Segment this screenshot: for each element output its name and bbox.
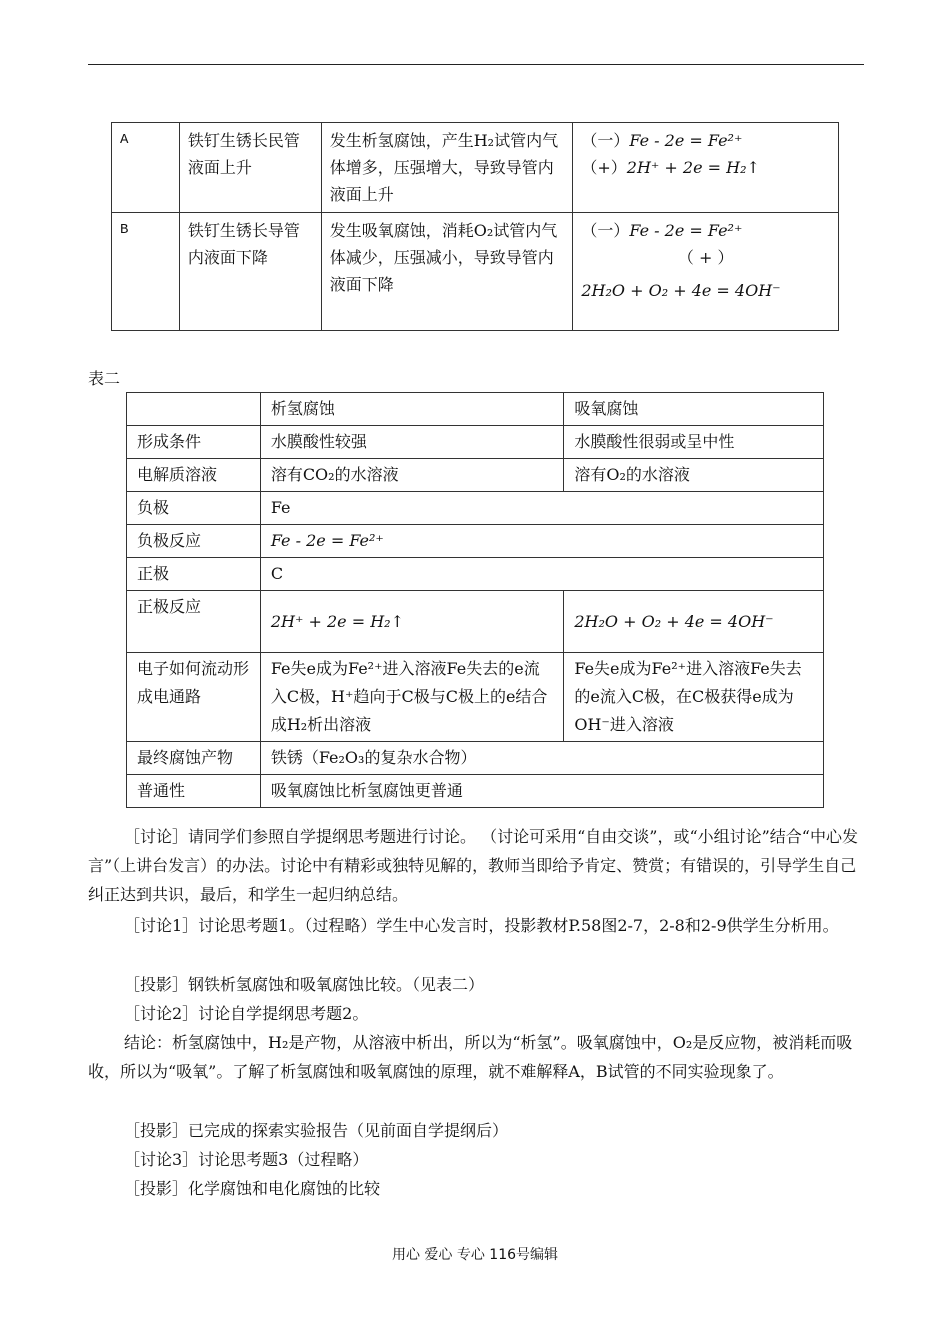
cell: Fe失e成为Fe²⁺进入溶液Fe失去的e流入C极，H⁺趋向于C极与C极上的e结合成H₂析出溶液 — [260, 653, 564, 742]
table-row — [127, 742, 824, 775]
row-id: B — [112, 213, 180, 331]
header-rule — [88, 64, 864, 65]
header-cell: 析氢腐蚀 — [260, 393, 564, 426]
electrode-label: （一） — [581, 131, 630, 150]
table-row — [127, 653, 824, 742]
page-footer: 用心 爱心 专心 116号编辑 — [391, 1247, 559, 1263]
row-label: 形成条件 — [127, 426, 261, 459]
row-id: A — [112, 123, 180, 213]
table-row — [127, 591, 824, 653]
equation-cell: 2H₂O + O₂ + 4e = 4OH⁻ — [564, 591, 824, 653]
row-label: 负极反应 — [127, 525, 261, 558]
row-label: 普通性 — [127, 775, 261, 808]
equation-cell: Fe - 2e = Fe²⁺ — [260, 525, 823, 558]
header-cell: 吸氧腐蚀 — [564, 393, 824, 426]
equation: 2H⁺ + 2e = H₂↑ — [626, 158, 760, 177]
table-row — [127, 426, 824, 459]
discussion-paragraph: ［讨论2］讨论自学提纲思考题2。 — [124, 1004, 369, 1023]
table-row — [127, 525, 824, 558]
equation: 2H₂O + O₂ + 4e = 4OH⁻ — [581, 281, 781, 300]
equation: Fe - 2e = Fe²⁺ — [629, 131, 743, 150]
projection-paragraph: ［投影］化学腐蚀和电化腐蚀的比较 — [124, 1179, 381, 1198]
row-label: 正极 — [127, 558, 261, 591]
table-row — [112, 123, 839, 213]
explanation-cell: 发生析氢腐蚀，产生H₂试管内气体增多，压强增大，导致导管内液面上升 — [321, 123, 573, 213]
discussion-paragraph: ［讨论3］讨论思考题3（过程略） — [124, 1150, 369, 1169]
cell: 水膜酸性较强 — [260, 426, 564, 459]
cell: C — [260, 558, 823, 591]
explanation-cell: 发生吸氧腐蚀，消耗O₂试管内气体减少，压强减小，导致导管内液面下降 — [321, 213, 573, 331]
table-row — [127, 492, 824, 525]
table-row — [127, 558, 824, 591]
cell: 溶有CO₂的水溶液 — [260, 459, 564, 492]
row-label: 电子如何流动形成电通路 — [127, 653, 261, 742]
conclusion-paragraph: 结论：析氢腐蚀中，H₂是产物，从溶液中析出，所以为“析氢”。吸氧腐蚀中，O₂是反应物，被消耗而吸收，所以为“吸氧”。了解了析氢腐蚀和吸氧腐蚀的原理，就不难解释A，B试管的不同实验现象了。 — [88, 1033, 853, 1081]
header-cell — [127, 393, 261, 426]
cell: Fe — [260, 492, 823, 525]
equation: Fe - 2e = Fe²⁺ — [629, 221, 743, 240]
row-label: 最终腐蚀产物 — [127, 742, 261, 775]
corrosion-comparison-table — [126, 392, 824, 808]
row-label: 负极 — [127, 492, 261, 525]
observation-cell: 铁钉生锈长导管内液面下降 — [179, 213, 321, 331]
cell: 水膜酸性很弱或呈中性 — [564, 426, 824, 459]
cell: 铁锈（Fe₂O₃的复杂水合物） — [260, 742, 823, 775]
discussion-paragraph: ［讨论］请同学们参照自学提纲思考题进行讨论。 （讨论可采用“自由交谈”，或“小组讨论”结合“中心发言”（上讲台发言）的办法。讨论中有精彩或独特见解的，教师当即给予肯定、赞赏；有错误的，引导学生自己纠正达到共识，最后，和学生一起归纳总结。 — [88, 827, 858, 904]
projection-paragraph: ［投影］钢铁析氢腐蚀和吸氧腐蚀比较。（见表二） — [124, 975, 485, 994]
experiment-table — [111, 122, 839, 331]
table-caption: 表二 — [88, 369, 121, 388]
equation-cell — [573, 213, 839, 331]
table-header-row — [127, 393, 824, 426]
table-row — [127, 775, 824, 808]
cell: 吸氧腐蚀比析氢腐蚀更普通 — [260, 775, 823, 808]
cell: Fe失e成为Fe²⁺进入溶液Fe失去的e流入C极，在C极获得e成为OH⁻进入溶液 — [564, 653, 824, 742]
equation-cell: 2H⁺ + 2e = H₂↑ — [260, 591, 564, 653]
discussion-paragraph: ［讨论1］讨论思考题1。（过程略）学生中心发言时，投影教材P.58图2-7，2-8和2-9供学生分析用。 — [124, 916, 839, 935]
observation-cell: 铁钉生锈长民管液面上升 — [179, 123, 321, 213]
table-row — [127, 459, 824, 492]
equation-cell — [573, 123, 839, 213]
electrode-label: （ + ） — [677, 248, 734, 267]
projection-paragraph: ［投影］已完成的探索实验报告（见前面自学提纲后） — [124, 1121, 509, 1140]
electrode-label: （一） — [581, 221, 630, 240]
row-label: 电解质溶液 — [127, 459, 261, 492]
row-label: 正极反应 — [127, 591, 261, 653]
table-row — [112, 213, 839, 331]
cell: 溶有O₂的水溶液 — [564, 459, 824, 492]
electrode-label: （+） — [581, 158, 627, 177]
